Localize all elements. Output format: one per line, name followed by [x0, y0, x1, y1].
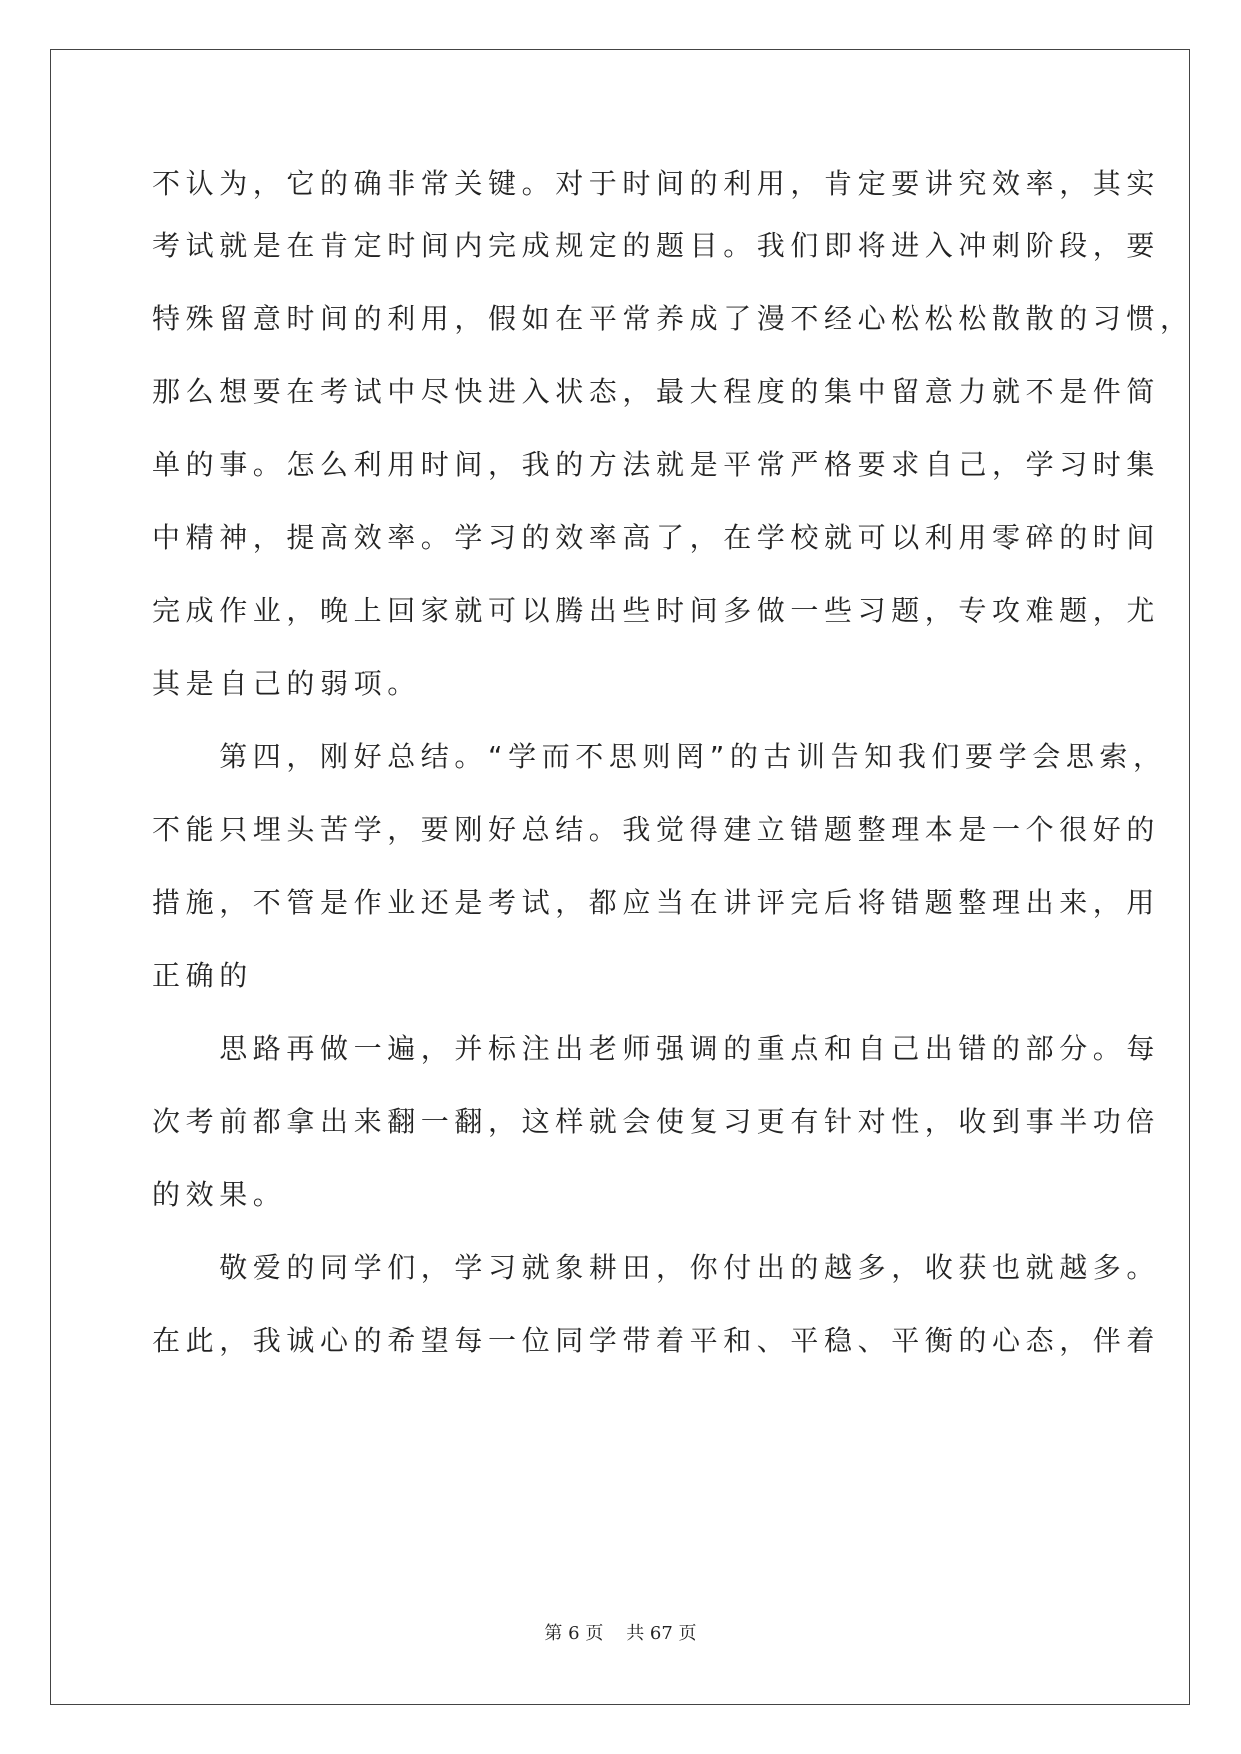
- paragraph-line: 的效果。: [152, 1178, 287, 1211]
- page-number-label: 第 6 页 共 67 页: [544, 1623, 697, 1644]
- paragraph-line: 正确的: [152, 959, 253, 992]
- paragraph-line: 单的事。怎么利用时间，我的方法就是平常严格要求自己，学习时集: [152, 448, 1161, 481]
- paragraph-line: 措施，不管是作业还是考试，都应当在讲评完后将错题整理出来，用: [152, 886, 1161, 919]
- paragraph-line: 在此，我诚心的希望每一位同学带着平和、平稳、平衡的心态，伴着: [152, 1324, 1161, 1357]
- paragraph-line: 敬爱的同学们，学习就象耕田，你付出的越多，收获也就越多。: [152, 1251, 1161, 1284]
- paragraph-line: 不认为，它的确非常关键。对于时间的利用，肯定要讲究效率，其实: [152, 167, 1161, 200]
- page-border: [50, 49, 1190, 1705]
- paragraph-line: 特殊留意时间的利用，假如在平常养成了漫不经心松松松散散的习惯，: [152, 302, 1194, 335]
- page-footer: [0, 1622, 1241, 1646]
- paragraph-line: 思路再做一遍，并标注出老师强调的重点和自己出错的部分。每: [152, 1032, 1161, 1065]
- paragraph-line: 完成作业，晚上回家就可以腾出些时间多做一些习题，专攻难题，尤: [152, 594, 1161, 627]
- paragraph-line: 次考前都拿出来翻一翻，这样就会使复习更有针对性，收到事半功倍: [152, 1105, 1161, 1138]
- paragraph-line: 其是自己的弱项。: [152, 667, 421, 700]
- paragraph-line: 不能只埋头苦学，要刚好总结。我觉得建立错题整理本是一个很好的: [152, 813, 1161, 846]
- paragraph-line: 考试就是在肯定时间内完成规定的题目。我们即将进入冲刺阶段，要: [152, 229, 1161, 262]
- paragraph-line: 中精神，提高效率。学习的效率高了，在学校就可以利用零碎的时间: [152, 521, 1161, 554]
- paragraph-line: 第四，刚好总结。“学而不思则罔”的古训告知我们要学会思索，: [152, 740, 1167, 773]
- paragraph-line: 那么想要在考试中尽快进入状态，最大程度的集中留意力就不是件简: [152, 375, 1161, 408]
